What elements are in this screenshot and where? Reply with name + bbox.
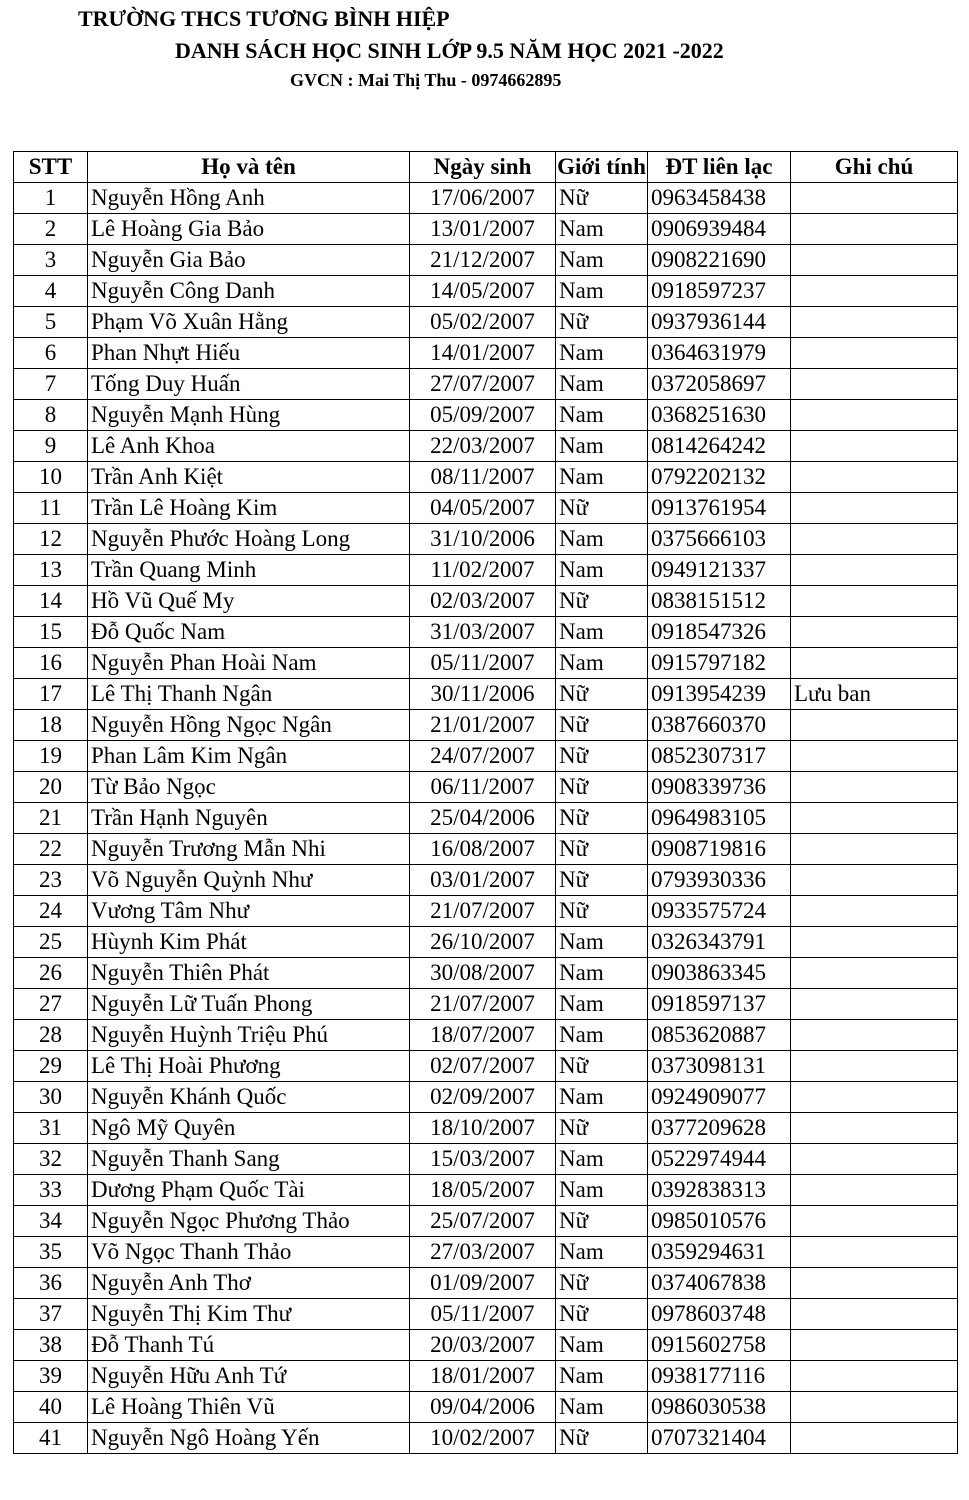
cell-name: Trần Quang Minh	[88, 555, 410, 586]
cell-dob: 10/02/2007	[410, 1423, 556, 1454]
table-row	[14, 958, 958, 989]
cell-phone: 0392838313	[648, 1175, 791, 1206]
cell-name: Võ Ngọc Thanh Thảo	[88, 1237, 410, 1268]
table-row	[14, 834, 958, 865]
cell-stt: 38	[14, 1330, 88, 1361]
cell-phone: 0793930336	[648, 865, 791, 896]
cell-gender: Nam	[556, 1144, 648, 1175]
cell-dob: 18/07/2007	[410, 1020, 556, 1051]
cell-phone: 0915602758	[648, 1330, 791, 1361]
table-header-row	[14, 152, 958, 183]
cell-note	[791, 772, 958, 803]
cell-stt: 14	[14, 586, 88, 617]
cell-name: Nguyễn Gia Bảo	[88, 245, 410, 276]
cell-dob: 05/11/2007	[410, 648, 556, 679]
cell-dob: 22/03/2007	[410, 431, 556, 462]
cell-gender: Nữ	[556, 183, 648, 214]
table-row	[14, 245, 958, 276]
cell-gender: Nam	[556, 1175, 648, 1206]
cell-name: Từ Bảo Ngọc	[88, 772, 410, 803]
cell-gender: Nam	[556, 1237, 648, 1268]
cell-phone: 0377209628	[648, 1113, 791, 1144]
cell-dob: 02/09/2007	[410, 1082, 556, 1113]
table-row	[14, 989, 958, 1020]
cell-dob: 18/05/2007	[410, 1175, 556, 1206]
cell-stt: 8	[14, 400, 88, 431]
table-row	[14, 431, 958, 462]
cell-gender: Nữ	[556, 1268, 648, 1299]
cell-phone: 0908339736	[648, 772, 791, 803]
cell-phone: 0838151512	[648, 586, 791, 617]
cell-note	[791, 276, 958, 307]
cell-name: Ngô Mỹ Quyên	[88, 1113, 410, 1144]
cell-note	[791, 958, 958, 989]
cell-stt: 32	[14, 1144, 88, 1175]
cell-phone: 0387660370	[648, 710, 791, 741]
cell-name: Nguyễn Phước Hoàng Long	[88, 524, 410, 555]
cell-stt: 20	[14, 772, 88, 803]
table-row	[14, 1268, 958, 1299]
cell-gender: Nam	[556, 1020, 648, 1051]
cell-stt: 35	[14, 1237, 88, 1268]
cell-gender: Nam	[556, 524, 648, 555]
cell-dob: 13/01/2007	[410, 214, 556, 245]
cell-note	[791, 555, 958, 586]
cell-dob: 14/01/2007	[410, 338, 556, 369]
cell-name: Phan Nhựt Hiếu	[88, 338, 410, 369]
cell-name: Lê Hoàng Gia Bảo	[88, 214, 410, 245]
cell-phone: 0372058697	[648, 369, 791, 400]
cell-dob: 06/11/2007	[410, 772, 556, 803]
cell-phone: 0908221690	[648, 245, 791, 276]
cell-note	[791, 1268, 958, 1299]
cell-stt: 36	[14, 1268, 88, 1299]
cell-stt: 33	[14, 1175, 88, 1206]
cell-dob: 02/07/2007	[410, 1051, 556, 1082]
cell-dob: 14/05/2007	[410, 276, 556, 307]
cell-stt: 37	[14, 1299, 88, 1330]
cell-phone: 0903863345	[648, 958, 791, 989]
cell-phone: 0918597237	[648, 276, 791, 307]
table-row	[14, 586, 958, 617]
table-row	[14, 1144, 958, 1175]
cell-phone: 0985010576	[648, 1206, 791, 1237]
cell-gender: Nữ	[556, 834, 648, 865]
cell-phone: 0326343791	[648, 927, 791, 958]
cell-note	[791, 214, 958, 245]
cell-name: Võ Nguyễn Quỳnh Như	[88, 865, 410, 896]
cell-gender: Nam	[556, 555, 648, 586]
cell-name: Nguyễn Mạnh Hùng	[88, 400, 410, 431]
cell-phone: 0368251630	[648, 400, 791, 431]
cell-dob: 05/11/2007	[410, 1299, 556, 1330]
cell-phone: 0918597137	[648, 989, 791, 1020]
table-body	[14, 183, 958, 1454]
cell-gender: Nam	[556, 1082, 648, 1113]
cell-stt: 30	[14, 1082, 88, 1113]
cell-gender: Nam	[556, 1361, 648, 1392]
cell-dob: 11/02/2007	[410, 555, 556, 586]
cell-name: Nguyễn Thiên Phát	[88, 958, 410, 989]
column-header-dob: Ngày sinh	[410, 152, 556, 183]
table-row	[14, 803, 958, 834]
cell-phone: 0707321404	[648, 1423, 791, 1454]
table-row	[14, 1237, 958, 1268]
cell-note	[791, 400, 958, 431]
table-row	[14, 1423, 958, 1454]
cell-note	[791, 648, 958, 679]
table-row	[14, 1361, 958, 1392]
cell-dob: 30/11/2006	[410, 679, 556, 710]
cell-name: Nguyễn Lữ Tuấn Phong	[88, 989, 410, 1020]
cell-phone: 0964983105	[648, 803, 791, 834]
cell-phone: 0852307317	[648, 741, 791, 772]
cell-gender: Nam	[556, 214, 648, 245]
table-row	[14, 1020, 958, 1051]
cell-name: Nguyễn Trương Mẫn Nhi	[88, 834, 410, 865]
cell-note	[791, 462, 958, 493]
cell-phone: 0938177116	[648, 1361, 791, 1392]
cell-note	[791, 1330, 958, 1361]
cell-dob: 21/07/2007	[410, 896, 556, 927]
column-header-gender: Giới tính	[556, 152, 648, 183]
cell-stt: 34	[14, 1206, 88, 1237]
cell-gender: Nam	[556, 400, 648, 431]
cell-phone: 0359294631	[648, 1237, 791, 1268]
cell-gender: Nam	[556, 431, 648, 462]
cell-note	[791, 1051, 958, 1082]
table-row	[14, 1051, 958, 1082]
cell-phone: 0908719816	[648, 834, 791, 865]
table-row	[14, 276, 958, 307]
cell-gender: Nữ	[556, 307, 648, 338]
cell-dob: 17/06/2007	[410, 183, 556, 214]
cell-dob: 18/01/2007	[410, 1361, 556, 1392]
column-header-notes: Ghi chú	[791, 152, 958, 183]
cell-gender: Nam	[556, 958, 648, 989]
cell-name: Hồ Vũ Quế My	[88, 586, 410, 617]
cell-name: Vương Tâm Như	[88, 896, 410, 927]
cell-stt: 1	[14, 183, 88, 214]
table-row	[14, 896, 958, 927]
cell-dob: 31/03/2007	[410, 617, 556, 648]
cell-name: Nguyễn Hữu Anh Tứ	[88, 1361, 410, 1392]
cell-name: Nguyễn Ngô Hoàng Yến	[88, 1423, 410, 1454]
cell-note	[791, 1237, 958, 1268]
table-row	[14, 927, 958, 958]
cell-name: Tống Duy Huấn	[88, 369, 410, 400]
cell-phone: 0374067838	[648, 1268, 791, 1299]
table-row	[14, 772, 958, 803]
cell-note	[791, 1299, 958, 1330]
table-row	[14, 679, 958, 710]
cell-note	[791, 586, 958, 617]
cell-dob: 30/08/2007	[410, 958, 556, 989]
cell-phone: 0963458438	[648, 183, 791, 214]
cell-note	[791, 710, 958, 741]
cell-stt: 27	[14, 989, 88, 1020]
table-row	[14, 307, 958, 338]
cell-name: Đỗ Thanh Tú	[88, 1330, 410, 1361]
cell-name: Nguyễn Công Danh	[88, 276, 410, 307]
cell-stt: 9	[14, 431, 88, 462]
cell-gender: Nữ	[556, 896, 648, 927]
cell-name: Trần Hạnh Nguyên	[88, 803, 410, 834]
cell-stt: 5	[14, 307, 88, 338]
table-row	[14, 1299, 958, 1330]
table-row	[14, 338, 958, 369]
table-row	[14, 1113, 958, 1144]
table-row	[14, 710, 958, 741]
cell-stt: 12	[14, 524, 88, 555]
cell-note	[791, 431, 958, 462]
cell-name: Nguyễn Thanh Sang	[88, 1144, 410, 1175]
cell-gender: Nam	[556, 648, 648, 679]
cell-note: Lưu ban	[791, 679, 958, 710]
cell-note	[791, 245, 958, 276]
cell-name: Phạm Võ Xuân Hằng	[88, 307, 410, 338]
cell-note	[791, 1423, 958, 1454]
cell-name: Phan Lâm Kim Ngân	[88, 741, 410, 772]
cell-stt: 31	[14, 1113, 88, 1144]
table-row	[14, 369, 958, 400]
cell-dob: 18/10/2007	[410, 1113, 556, 1144]
cell-name: Nguyễn Thị Kim Thư	[88, 1299, 410, 1330]
cell-stt: 13	[14, 555, 88, 586]
cell-gender: Nam	[556, 1330, 648, 1361]
cell-name: Lê Thị Thanh Ngân	[88, 679, 410, 710]
column-header-phone: ĐT liên lạc	[648, 152, 791, 183]
cell-dob: 27/07/2007	[410, 369, 556, 400]
cell-gender: Nữ	[556, 493, 648, 524]
cell-gender: Nam	[556, 989, 648, 1020]
cell-gender: Nữ	[556, 772, 648, 803]
table-row	[14, 555, 958, 586]
cell-phone: 0814264242	[648, 431, 791, 462]
cell-name: Nguyễn Anh Thơ	[88, 1268, 410, 1299]
cell-name: Trần Lê Hoàng Kim	[88, 493, 410, 524]
cell-stt: 15	[14, 617, 88, 648]
cell-stt: 24	[14, 896, 88, 927]
cell-stt: 6	[14, 338, 88, 369]
cell-dob: 02/03/2007	[410, 586, 556, 617]
cell-dob: 15/03/2007	[410, 1144, 556, 1175]
cell-gender: Nữ	[556, 803, 648, 834]
cell-gender: Nữ	[556, 1051, 648, 1082]
cell-stt: 19	[14, 741, 88, 772]
homeroom-teacher: GVCN : Mai Thị Thu - 0974662895	[290, 70, 562, 90]
column-header-name: Họ và tên	[88, 152, 410, 183]
cell-note	[791, 493, 958, 524]
cell-phone: 0364631979	[648, 338, 791, 369]
cell-dob: 16/08/2007	[410, 834, 556, 865]
cell-gender: Nam	[556, 338, 648, 369]
table-row	[14, 214, 958, 245]
cell-dob: 31/10/2006	[410, 524, 556, 555]
cell-gender: Nữ	[556, 1299, 648, 1330]
table-row	[14, 493, 958, 524]
cell-gender: Nữ	[556, 865, 648, 896]
cell-name: Đỗ Quốc Nam	[88, 617, 410, 648]
table-row	[14, 462, 958, 493]
cell-gender: Nam	[556, 245, 648, 276]
cell-stt: 39	[14, 1361, 88, 1392]
cell-name: Lê Anh Khoa	[88, 431, 410, 462]
cell-phone: 0986030538	[648, 1392, 791, 1423]
cell-note	[791, 1020, 958, 1051]
table-row	[14, 1392, 958, 1423]
cell-phone: 0792202132	[648, 462, 791, 493]
cell-phone: 0918547326	[648, 617, 791, 648]
cell-note	[791, 865, 958, 896]
cell-stt: 4	[14, 276, 88, 307]
cell-gender: Nữ	[556, 1113, 648, 1144]
cell-dob: 21/12/2007	[410, 245, 556, 276]
cell-phone: 0949121337	[648, 555, 791, 586]
cell-note	[791, 369, 958, 400]
cell-dob: 20/03/2007	[410, 1330, 556, 1361]
cell-dob: 21/07/2007	[410, 989, 556, 1020]
cell-dob: 04/05/2007	[410, 493, 556, 524]
cell-stt: 22	[14, 834, 88, 865]
cell-phone: 0924909077	[648, 1082, 791, 1113]
document-title: DANH SÁCH HỌC SINH LỚP 9.5 NĂM HỌC 2021 -2022	[175, 38, 724, 63]
cell-gender: Nữ	[556, 1423, 648, 1454]
cell-stt: 3	[14, 245, 88, 276]
cell-name: Nguyễn Ngọc Phương Thảo	[88, 1206, 410, 1237]
cell-phone: 0913954239	[648, 679, 791, 710]
cell-phone: 0853620887	[648, 1020, 791, 1051]
cell-gender: Nữ	[556, 741, 648, 772]
cell-name: Hùynh Kim Phát	[88, 927, 410, 958]
table-row	[14, 741, 958, 772]
cell-note	[791, 1392, 958, 1423]
table-row	[14, 1330, 958, 1361]
table-row	[14, 400, 958, 431]
column-header-stt: STT	[14, 152, 88, 183]
cell-dob: 03/01/2007	[410, 865, 556, 896]
table-row	[14, 524, 958, 555]
cell-stt: 41	[14, 1423, 88, 1454]
cell-phone: 0375666103	[648, 524, 791, 555]
cell-stt: 17	[14, 679, 88, 710]
cell-name: Nguyễn Hồng Anh	[88, 183, 410, 214]
cell-phone: 0373098131	[648, 1051, 791, 1082]
cell-note	[791, 1113, 958, 1144]
cell-phone: 0978603748	[648, 1299, 791, 1330]
cell-note	[791, 524, 958, 555]
cell-stt: 10	[14, 462, 88, 493]
cell-note	[791, 1361, 958, 1392]
cell-dob: 05/09/2007	[410, 400, 556, 431]
cell-stt: 23	[14, 865, 88, 896]
cell-phone: 0913761954	[648, 493, 791, 524]
cell-gender: Nam	[556, 1392, 648, 1423]
cell-dob: 08/11/2007	[410, 462, 556, 493]
cell-stt: 40	[14, 1392, 88, 1423]
table-row	[14, 1206, 958, 1237]
cell-name: Nguyễn Hồng Ngọc Ngân	[88, 710, 410, 741]
cell-note	[791, 1175, 958, 1206]
cell-note	[791, 338, 958, 369]
cell-phone: 0906939484	[648, 214, 791, 245]
cell-stt: 21	[14, 803, 88, 834]
cell-name: Dương Phạm Quốc Tài	[88, 1175, 410, 1206]
cell-gender: Nam	[556, 369, 648, 400]
cell-dob: 21/01/2007	[410, 710, 556, 741]
cell-stt: 29	[14, 1051, 88, 1082]
table-row	[14, 183, 958, 214]
cell-note	[791, 927, 958, 958]
cell-note	[791, 1144, 958, 1175]
cell-note	[791, 183, 958, 214]
cell-gender: Nam	[556, 617, 648, 648]
cell-phone: 0937936144	[648, 307, 791, 338]
cell-note	[791, 989, 958, 1020]
cell-phone: 0522974944	[648, 1144, 791, 1175]
cell-stt: 16	[14, 648, 88, 679]
table-row	[14, 648, 958, 679]
cell-gender: Nữ	[556, 710, 648, 741]
student-list-table	[13, 151, 958, 1454]
cell-note	[791, 617, 958, 648]
table-row	[14, 617, 958, 648]
cell-dob: 24/07/2007	[410, 741, 556, 772]
cell-stt: 2	[14, 214, 88, 245]
cell-dob: 25/04/2006	[410, 803, 556, 834]
cell-name: Lê Hoàng Thiên Vũ	[88, 1392, 410, 1423]
cell-stt: 25	[14, 927, 88, 958]
school-name: TRƯỜNG THCS TƯƠNG BÌNH HIỆP	[78, 6, 450, 31]
cell-name: Lê Thị Hoài Phương	[88, 1051, 410, 1082]
cell-gender: Nữ	[556, 586, 648, 617]
cell-note	[791, 803, 958, 834]
cell-gender: Nam	[556, 462, 648, 493]
cell-note	[791, 896, 958, 927]
cell-phone: 0915797182	[648, 648, 791, 679]
cell-stt: 11	[14, 493, 88, 524]
cell-note	[791, 307, 958, 338]
cell-name: Nguyễn Khánh Quốc	[88, 1082, 410, 1113]
cell-phone: 0933575724	[648, 896, 791, 927]
cell-dob: 09/04/2006	[410, 1392, 556, 1423]
table-row	[14, 1082, 958, 1113]
cell-gender: Nam	[556, 927, 648, 958]
cell-dob: 05/02/2007	[410, 307, 556, 338]
cell-name: Nguyễn Phan Hoài Nam	[88, 648, 410, 679]
cell-note	[791, 741, 958, 772]
cell-note	[791, 834, 958, 865]
cell-stt: 28	[14, 1020, 88, 1051]
cell-dob: 01/09/2007	[410, 1268, 556, 1299]
cell-stt: 18	[14, 710, 88, 741]
cell-stt: 26	[14, 958, 88, 989]
cell-name: Nguyễn Huỳnh Triệu Phú	[88, 1020, 410, 1051]
table-row	[14, 1175, 958, 1206]
cell-dob: 27/03/2007	[410, 1237, 556, 1268]
cell-stt: 7	[14, 369, 88, 400]
cell-note	[791, 1206, 958, 1237]
cell-dob: 26/10/2007	[410, 927, 556, 958]
cell-dob: 25/07/2007	[410, 1206, 556, 1237]
cell-gender: Nữ	[556, 1206, 648, 1237]
cell-name: Trần Anh Kiệt	[88, 462, 410, 493]
cell-note	[791, 1082, 958, 1113]
table-row	[14, 865, 958, 896]
cell-gender: Nữ	[556, 679, 648, 710]
cell-gender: Nam	[556, 276, 648, 307]
